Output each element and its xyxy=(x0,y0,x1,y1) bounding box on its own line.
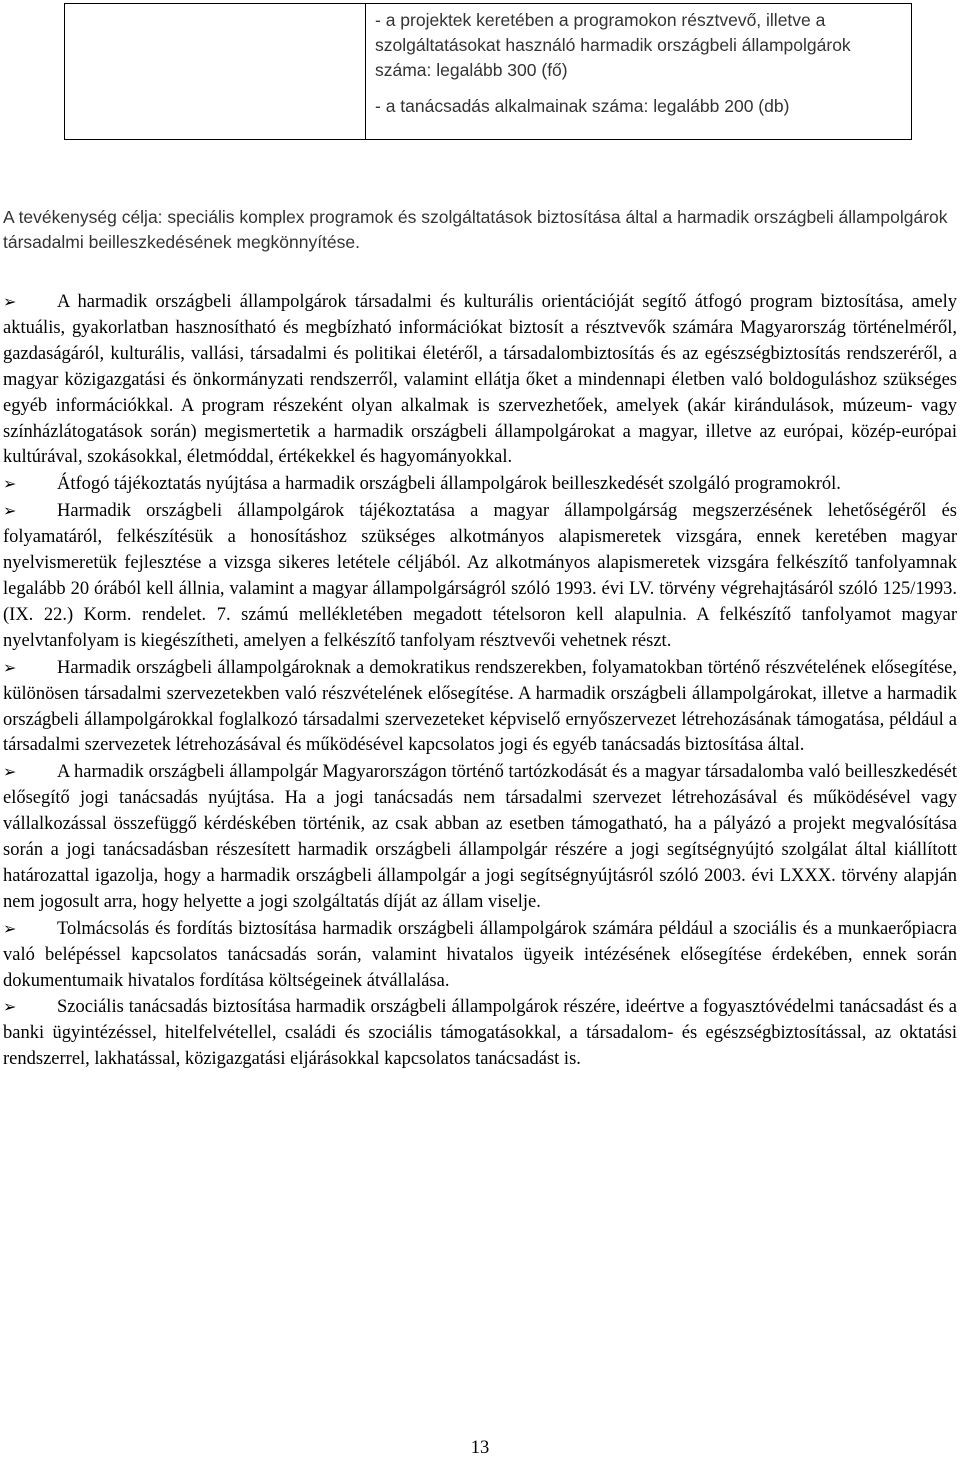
list-item xyxy=(3,655,957,760)
activity-list xyxy=(3,289,957,1073)
list-item-text: Tolmácsolás és fordítás biztosítása harmadik országbeli állampolgárok számára például a szociális és a munkaerőpiacra való belépéssel kapcsolatos tanácsadás során, valamint hivatalos ügyeik intézésének elősegítése érdekében, ennek során dokumentumaik hivatalos fordítása költségeinek átvállalása. xyxy=(3,918,957,991)
arrowhead-bullet-icon: ➢ xyxy=(3,997,17,1017)
table-cell-line: - a tanácsadás alkalmainak száma: legalább 200 (db) xyxy=(375,96,790,116)
list-item-text: Átfogó tájékoztatás nyújtása a harmadik országbeli állampolgárok beilleszkedését szolgáló programokról. xyxy=(57,474,841,495)
list-item-text: Harmadik országbeli állampolgárok tájékoztatása a magyar állampolgárság megszerzésének lehetőségéről és folyamatáról, felkészítésük a honosításhoz szükséges alkotmányos alapismeretek vizsgára, ennek keretében magyar nyelvismeretük fejlesztése a vizsga sikeres letétele céljából. Az alkotmányos alapismeretek vizsgára felkészítő tanfolyamnak legalább 20 órából kell állnia, valamint a magyar állampolgárságról szóló 1993. évi LV. törvény végrehajtásáról szóló 125/1993. (IX. 22.) Korm. rendelet. 7. számú mellékletében megadott tételsoron kell alapulnia. A felkészítő tanfolyamot magyar nyelvtanfolyam is kiegészítheti, amelyen a felkészítő tanfolyam résztvevői vehetnek részt. xyxy=(3,501,957,651)
list-item xyxy=(3,498,957,654)
list-item xyxy=(3,471,957,498)
arrowhead-bullet-icon: ➢ xyxy=(3,657,17,677)
table-cell-line: - a projektek keretében a programokon résztvevő, illetve a szolgáltatásokat használó harmadik országbeli állampolgárok száma: legalább 300 (fő) xyxy=(375,10,851,80)
list-item xyxy=(3,916,957,995)
list-item xyxy=(3,759,957,915)
indicator-table xyxy=(64,3,912,140)
arrowhead-bullet-icon: ➢ xyxy=(3,501,17,521)
page-number: 13 xyxy=(470,1438,490,1458)
arrowhead-bullet-icon: ➢ xyxy=(3,292,17,311)
list-item-text: Harmadik országbeli állampolgároknak a demokratikus rendszerekben, folyamatokban történő részvételének elősegítése, különösen társadalmi szervezetekben való részvételének elősegítése. A harmadik országbeli állampolgárokat, illetve a harmadik országbeli állampolgárokkal foglalkozó társadalmi szervezeteket képviselő ernyőszervezet létrehozásának támogatása, például a társadalmi szervezetek létrehozásával és működésével kapcsolatos jogi és egyéb tanácsadás biztosítása által. xyxy=(3,657,957,756)
list-item-text: Szociális tanácsadás biztosítása harmadik országbeli állampolgárok részére, ideértve a fogyasztóvédelmi tanácsadást és a banki ügyintézéssel, hitelfelvétellel, családi és szociális támogatásokkal, a társadalom- és egészségbiztosítással, az oktatási rendszerrel, lakhatással, közigazgatási eljárásokkal kapcsolatos tanácsadást is. xyxy=(3,997,957,1070)
activity-purpose: A tevékenység célja: speciális komplex programok és szolgáltatások biztosítása által a harmadik országbeli állampolgárok társadalmi beilleszkedésének megkönnyítése. xyxy=(3,207,948,252)
arrowhead-bullet-icon: ➢ xyxy=(3,918,17,938)
table-column-divider xyxy=(365,4,366,139)
arrowhead-bullet-icon: ➢ xyxy=(3,762,17,782)
list-item-text: A harmadik országbeli állampolgárok társadalmi és kulturális orientációját segítő átfogó program biztosítása, amely aktuális, gyakorlatban hasznosítható és megbízható információkat biztosít a résztvevők számára Magyarország történelméről, gazdaságáról, kulturális, vallási, társadalmi és politikai életéről, a társadalombiztosítás és az egészségbiztosítás rendszeréről, a magyar közigazgatási és önkormányzati rendszerről, valamint ellátja őket a mindennapi életben való boldoguláshoz szükséges egyéb információkkal. A program részeként olyan alkalmak is szervezhetőek, amelyek (akár kirándulások, múzeum- vagy színházlátogatások során) megismertetik a harmadik országbeli állampolgárokat a magyar, illetve az európai, közép-európai kultúrával, szokásokkal, életmóddal, értékekkel és hagyományokkal. xyxy=(3,292,957,468)
arrowhead-bullet-icon: ➢ xyxy=(3,474,17,494)
table-cell-indicators xyxy=(375,8,903,119)
list-item-text: A harmadik országbeli állampolgár Magyarországon történő tartózkodását és a magyar társadalomba való beilleszkedését elősegítő jogi tanácsadás nyújtása. Ha a jogi tanácsadás nem társadalmi szervezet létrehozásával és működésével vagy vállalkozással összefüggő kérdéskében történik, az csak abban az esetben támogatható, ha a pályázó a projekt megvalósítása során a jogi tanácsadásban részesített harmadik országbeli állampolgár részére a jogi segítségnyújtó szolgálat által kiállított határozattal igazolja, hogy a harmadik országbeli állampolgár a jogi segítségnyújtásról szóló 2003. évi LXXX. törvény alapján nem jogosult arra, hogy helyette a jogi szolgáltatás díját az állam viselje. xyxy=(3,762,957,912)
list-item xyxy=(3,289,957,471)
list-item xyxy=(3,994,957,1073)
